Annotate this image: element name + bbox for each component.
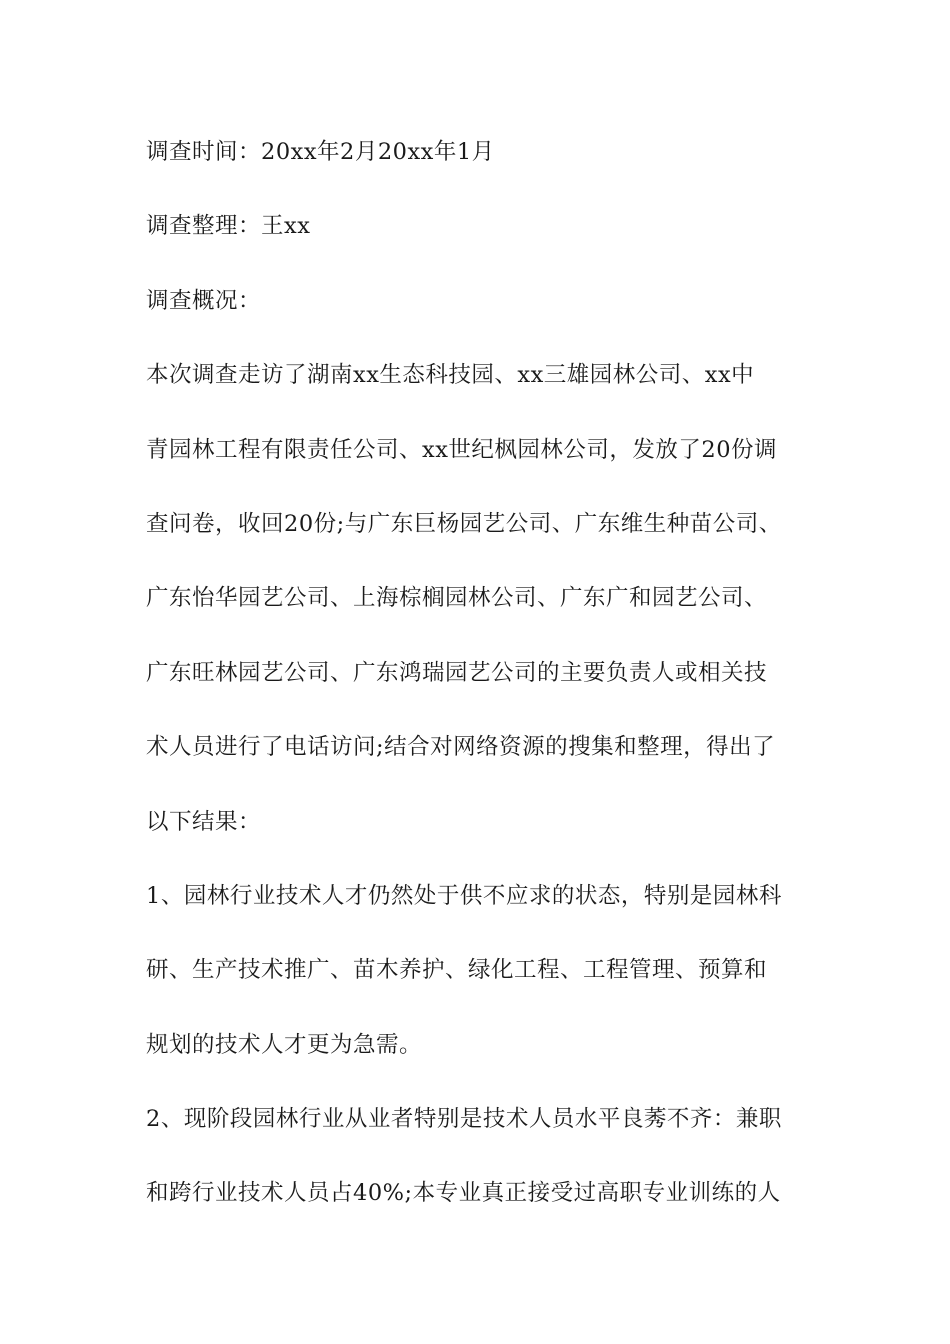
survey-time-line: 调查时间：20xx年2月20xx年1月 [146,139,495,165]
paragraph-line: 术人员进行了电话访问;结合对网络资源的搜集和整理，得出了 [146,734,776,761]
finding-1-line: 研、生产技术推广、苗木养护、绿化工程、工程管理、预算和 [146,957,768,984]
paragraph-line: 青园林工程有限责任公司、xx世纪枫园林公司，发放了20份调 [146,436,778,463]
paragraph-line: 广东旺林园艺公司、广东鸿瑞园艺公司的主要负责人或相关技 [146,659,768,686]
document-body [146,130,826,1246]
finding-2-line: 和跨行业技术人员占40%;本专业真正接受过高职专业训练的人 [146,1180,781,1207]
paragraph-line: 广东怡华园艺公司、上海棕榈园林公司、广东广和园艺公司、 [146,585,768,612]
paragraph-line: 以下结果： [146,808,262,835]
finding-2-line: 2、现阶段园林行业从业者特别是技术人员水平良莠不齐：兼职 [146,1106,782,1133]
survey-organizer-line: 调查整理：王xx [146,213,311,240]
paragraph-line: 本次调查走访了湖南xx生态科技园、xx三雄园林公司、xx中 [146,362,755,389]
survey-overview-heading: 调查概况： [146,287,262,314]
finding-1-line: 规划的技术人才更为急需。 [146,1031,423,1058]
paragraph-line: 查问卷，收回20份;与广东巨杨园艺公司、广东维生种苗公司、 [146,510,782,537]
finding-1-line: 1、园林行业技术人才仍然处于供不应求的状态，特别是园林科 [146,882,782,909]
